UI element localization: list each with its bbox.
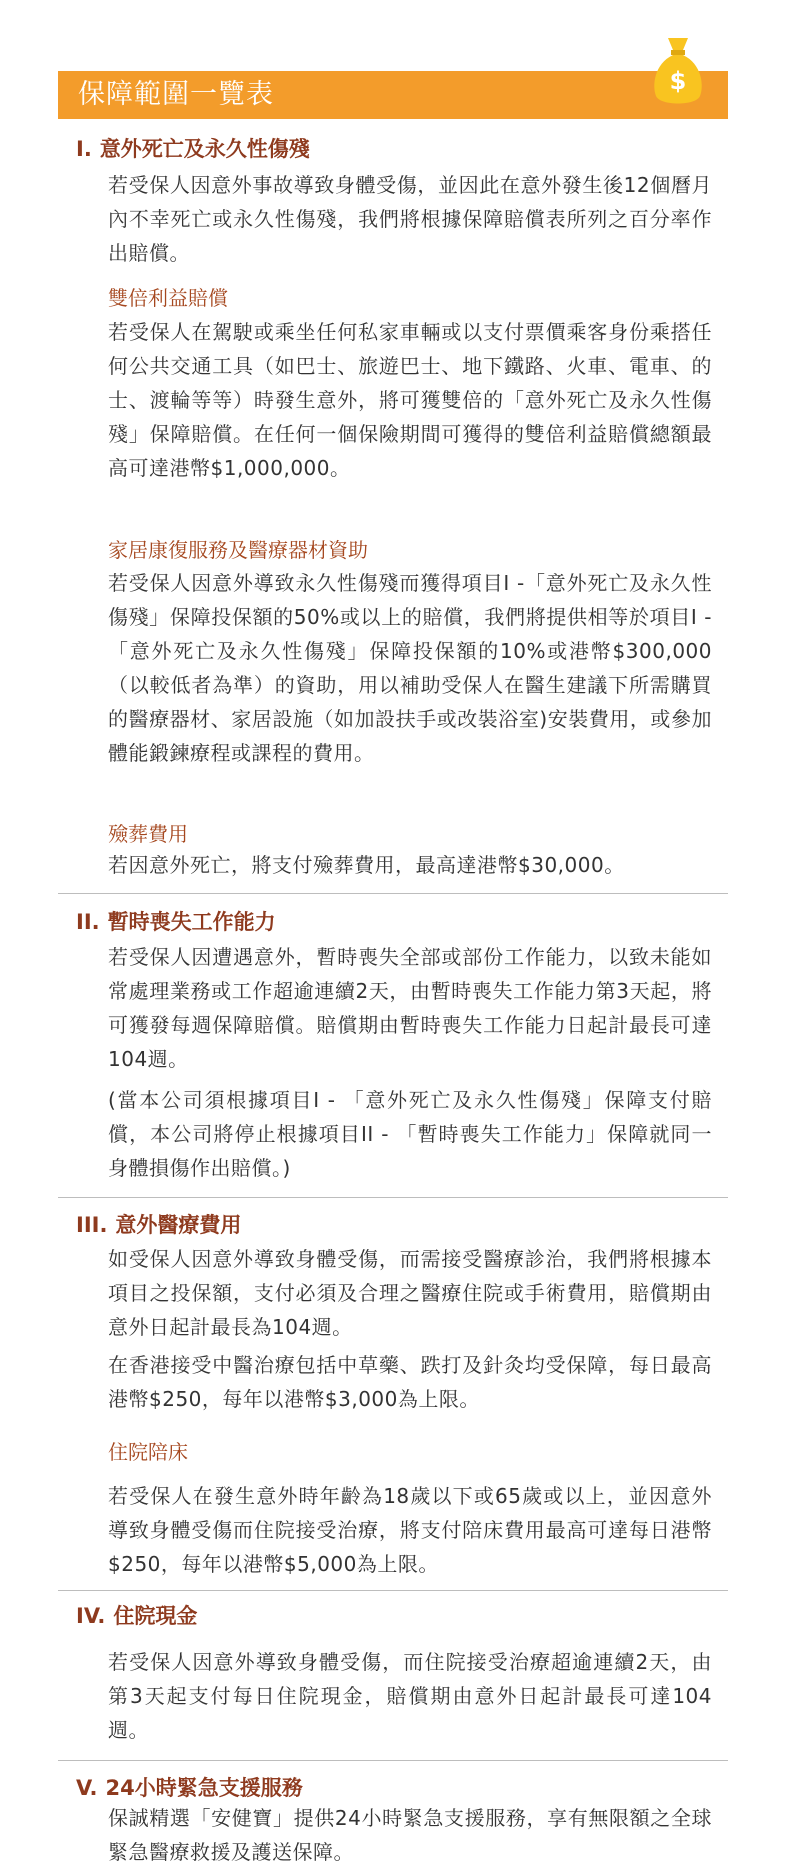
section-2-heading bbox=[76, 908, 276, 936]
section-1-title: 意外死亡及永久性傷殘 bbox=[99, 137, 310, 161]
section-5-paragraph: 保誠精選「安健寶」提供24小時緊急支援服務，享有無限額之全球緊急醫療救援及護送保障。 bbox=[108, 1806, 712, 1864]
money-bag-symbol: $ bbox=[669, 67, 687, 95]
section-5-numeral: V. bbox=[76, 1776, 98, 1800]
money-bag-icon bbox=[650, 34, 706, 110]
divider bbox=[58, 1590, 728, 1591]
section-4-paragraph: 若受保人因意外導致身體受傷，而住院接受治療超逾連續2天，由第3天起支付每日住院現金，賠償期由意外日起計最長可達104週。 bbox=[108, 1650, 712, 1742]
subsection-home-rehab-text: 若受保人因意外導致永久性傷殘而獲得項目I -「意外死亡及永久性傷殘」保障投保額的50%或以上的賠償，我們將提供相等於項目I -「意外死亡及永久性傷殘」保障投保額的10%或港幣$300,000（以較低者為準）的資助，用以補助受保人在醫生建議下所需購買的醫療器材、家居設施（如加設扶手或改裝浴室)安裝費用，或參加體能鍛鍊療程或課程的費用。 bbox=[108, 571, 712, 765]
subsection-funeral-title: 殮葬費用 bbox=[108, 822, 188, 846]
section-5-title: 24小時緊急支援服務 bbox=[105, 1776, 303, 1800]
section-4-title: 住院現金 bbox=[113, 1604, 198, 1628]
page-title: 保障範圍一覽表 bbox=[78, 79, 274, 110]
subsection-funeral-text: 若因意外死亡，將支付殮葬費用，最高達港幣$30,000。 bbox=[108, 853, 625, 877]
subsection-double-benefit-title: 雙倍利益賠償 bbox=[108, 286, 228, 310]
divider bbox=[58, 893, 728, 894]
section-2-paragraph-2: (當本公司須根據項目I - 「意外死亡及永久性傷殘」保障支付賠償，本公司將停止根據項目II - 「暫時喪失工作能力」保障就同一身體損傷作出賠償。) bbox=[108, 1088, 712, 1180]
section-3-paragraph-1: 如受保人因意外導致身體受傷，而需接受醫療診治，我們將根據本項目之投保額，支付必須及合理之醫療住院或手術費用，賠償期由意外日起計最長為104週。 bbox=[108, 1247, 712, 1339]
section-1-paragraph: 若受保人因意外事故導致身體受傷，並因此在意外發生後12個曆月內不幸死亡或永久性傷殘，我們將根據保障賠償表所列之百分率作出賠償。 bbox=[108, 173, 712, 265]
subsection-hospital-companion-title: 住院陪床 bbox=[108, 1440, 188, 1464]
section-4-numeral: IV. bbox=[76, 1604, 106, 1628]
subsection-double-benefit-text: 若受保人在駕駛或乘坐任何私家車輛或以支付票價乘客身份乘搭任何公共交通工具（如巴士、旅遊巴士、地下鐵路、火車、電車、的士、渡輪等等）時發生意外，將可獲雙倍的「意外死亡及永久性傷殘」保障賠償。在任何一個保險期間可獲得的雙倍利益賠償總額最高可達港幣$1,000,000。 bbox=[108, 320, 712, 480]
section-3-paragraph-2: 在香港接受中醫治療包括中草藥、跌打及針灸均受保障，每日最高港幣$250，每年以港幣$3,000為上限。 bbox=[108, 1353, 712, 1411]
subsection-hospital-companion-text: 若受保人在發生意外時年齡為18歲以下或65歲或以上，並因意外導致身體受傷而住院接受治療，將支付陪床費用最高可達每日港幣$250，每年以港幣$5,000為上限。 bbox=[108, 1484, 712, 1576]
section-header-bar bbox=[58, 71, 728, 119]
section-3-heading bbox=[76, 1211, 241, 1239]
section-5-heading bbox=[76, 1774, 303, 1802]
section-2-paragraph-1: 若受保人因遭遇意外，暫時喪失全部或部份工作能力，以致未能如常處理業務或工作超逾連續2天，由暫時喪失工作能力第3天起，將可獲發每週保障賠償。賠償期由暫時喪失工作能力日起計最長可達104週。 bbox=[108, 945, 712, 1071]
section-1-heading bbox=[76, 135, 310, 163]
section-2-numeral: II. bbox=[76, 910, 100, 934]
section-3-title: 意外醫療費用 bbox=[115, 1213, 242, 1237]
section-2-title: 暫時喪失工作能力 bbox=[107, 910, 276, 934]
section-3-numeral: III. bbox=[76, 1213, 108, 1237]
divider bbox=[58, 1760, 728, 1761]
section-1-numeral: I. bbox=[76, 137, 92, 161]
section-4-heading bbox=[76, 1602, 197, 1630]
divider bbox=[58, 1197, 728, 1198]
subsection-home-rehab-title: 家居康復服務及醫療器材資助 bbox=[108, 538, 368, 562]
